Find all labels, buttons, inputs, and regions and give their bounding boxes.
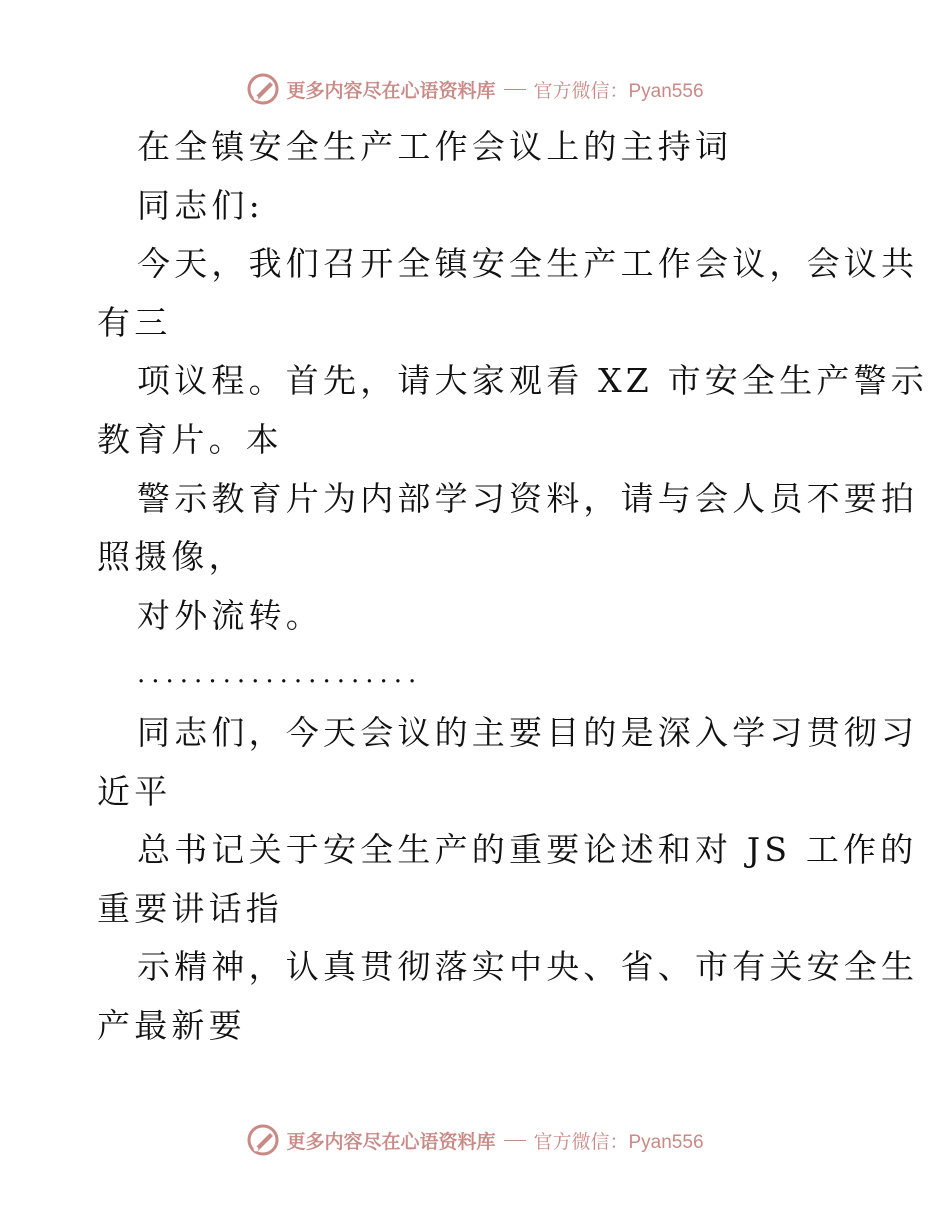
text-line: 项议程。首先，请大家观看 XZ 市安全生产警示 xyxy=(137,361,929,401)
text-line: 同志们，今天会议的主要目的是深入学习贯彻习 xyxy=(137,712,919,752)
ellipsis-line: .................... xyxy=(137,659,423,690)
watermark-wechat-text: 官方微信：Pyan556 xyxy=(533,80,704,102)
text-line: 对外流转。 xyxy=(137,595,323,635)
watermark-dash xyxy=(504,1140,526,1141)
header-watermark xyxy=(0,72,950,106)
watermark-brand-text: 更多内容尽在心语资料库 xyxy=(286,79,496,102)
document-body xyxy=(97,118,929,1056)
watermark-wechat-text: 官方微信：Pyan556 xyxy=(533,1131,704,1153)
text-line: 重要讲话指 xyxy=(97,888,283,928)
footer-watermark xyxy=(0,1123,950,1157)
watermark-dash xyxy=(504,89,526,90)
text-line: 今天，我们召开全镇安全生产工作会议，会议共 xyxy=(137,244,919,284)
pen-logo-icon xyxy=(246,1123,280,1157)
text-line: 照摄像， xyxy=(97,537,246,577)
salutation: 同志们: xyxy=(137,185,264,225)
document-title: 在全镇安全生产工作会议上的主持词 xyxy=(137,127,733,166)
text-line: 近平 xyxy=(97,771,172,811)
text-line: 示精神，认真贯彻落实中央、省、市有关安全生 xyxy=(137,947,919,987)
watermark-brand-text: 更多内容尽在心语资料库 xyxy=(286,1130,496,1153)
text-line: 教育片。本 xyxy=(97,419,283,459)
text-line: 警示教育片为内部学习资料，请与会人员不要拍 xyxy=(137,478,919,518)
pen-logo-icon xyxy=(246,72,280,106)
text-line: 有三 xyxy=(97,302,172,342)
text-line: 产最新要 xyxy=(97,1005,246,1045)
text-line: 总书记关于安全生产的重要论述和对 JS 工作的 xyxy=(137,830,918,870)
